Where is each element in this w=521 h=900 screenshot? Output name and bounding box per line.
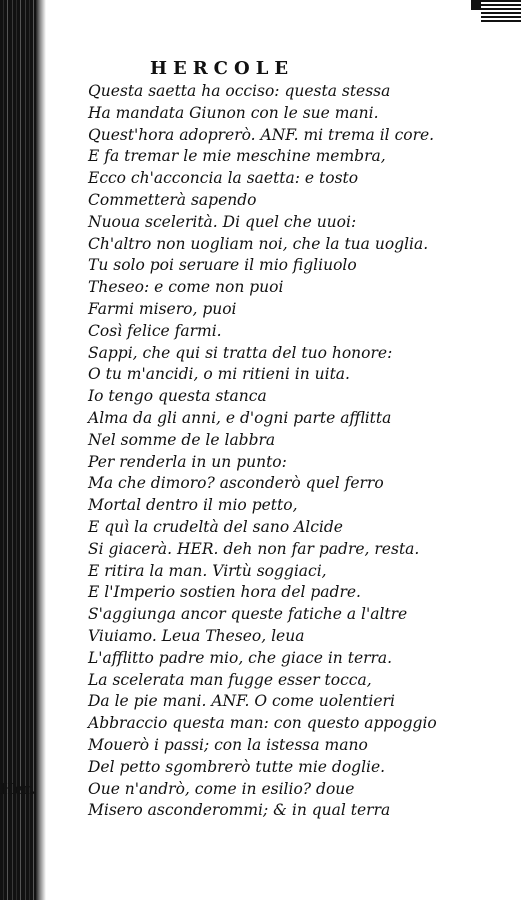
verse-line [72,757,512,779]
verse-text: E ritira la man. Virtù soggiaci, [88,561,327,580]
verse-text: Nuoua scelerità. Di quel che uuoi: [88,212,357,231]
verse-line [72,626,512,648]
verse-line [72,125,512,147]
verse-line [72,430,512,452]
verse-line [72,212,512,234]
binding-gutter [0,0,36,900]
verse-line [72,299,512,321]
verse-text: O tu m'ancidi, o mi ritieni in uita. [88,365,350,384]
verse-text: Oue n'andrò, come in esilio? doue [88,779,355,798]
speaker-label: Her. [0,779,36,798]
verse-line [72,234,512,256]
verse-line [72,473,512,495]
verse-line [72,146,512,168]
verse-text: Ma che dimoro? asconderò quel ferro [88,474,384,493]
verse-line [72,495,512,517]
verse-line [72,691,512,713]
verse-line [72,277,512,299]
verse-text: Ecco ch'acconcia la saetta: e tosto [88,169,359,188]
verse-line [72,604,512,626]
verse-text: S'aggiunga ancor queste fatiche a l'altre [88,605,408,624]
verse-text: E fa tremar le mie meschine membra, [88,147,386,166]
verse-text: Da le pie mani. ANF. O come uolentieri [88,692,395,711]
verse-line [72,103,512,125]
verse-line [72,343,512,365]
verse-text: Ha mandata Giunon con le sue mani. [88,103,379,122]
verse-text: Viuiamo. Leua Theseo, leua [88,626,305,645]
verse-text: Commetterà sapendo [88,190,257,209]
verse-line [0,779,512,801]
verse-text: Tu solo poi seruare il mio figliuolo [88,256,357,275]
verse-text: Nel somme de le labbra [88,430,276,449]
verse-block [0,81,512,822]
running-head: HERCOLE [150,58,295,79]
verse-line [72,539,512,561]
verse-text: E l'Imperio sostien hora del padre. [88,583,361,602]
verse-text: Misero asconderommi; & in qual terra [88,801,391,820]
verse-line [72,582,512,604]
verse-text: La scelerata man fugge esser tocca, [88,670,372,689]
page-corner-edge [481,0,521,22]
verse-line [72,648,512,670]
verse-line [72,561,512,583]
verse-text: Per renderla in un punto: [88,452,287,471]
verse-line [72,386,512,408]
verse-text: Theseo: e come non puoi [88,278,284,297]
verse-line [72,255,512,277]
verse-line [72,190,512,212]
verse-text: Del petto sgombrerò tutte mie doglie. [88,757,386,776]
verse-text: Sappi, che qui si tratta del tuo honore: [88,343,393,362]
verse-text: E quì la crudeltà del sano Alcide [88,517,343,536]
verse-line [72,364,512,386]
verse-text: Mortal dentro il mio petto, [88,496,298,515]
verse-line [72,735,512,757]
verse-text: Mouerò i passi; con la istessa mano [88,735,368,754]
verse-text: L'afflitto padre mio, che giace in terra. [88,648,393,667]
verse-line [72,168,512,190]
verse-text: Farmi misero, puoi [88,299,237,318]
verse-line [72,321,512,343]
verse-text: Abbraccio questa man: con questo appoggio [88,714,437,733]
verse-line [72,517,512,539]
verse-text: Alma da gli anni, e d'ogni parte afflitta [88,408,392,427]
verse-text: Ch'altro non uogliam noi, che la tua uoglia. [88,234,429,253]
verse-text: Questa saetta ha occiso: questa stessa [88,82,391,100]
verse-line [72,800,512,822]
verse-text: Si giacerà. HER. deh non far padre, resta. [88,539,420,558]
verse-line [72,408,512,430]
verse-line [72,452,512,474]
verse-text: Io tengo questa stanca [88,387,267,406]
verse-text: Quest'hora adoprerò. ANF. mi trema il core. [88,125,435,144]
verse-line [72,81,512,103]
verse-text: Così felice farmi. [88,321,222,340]
verse-line [72,670,512,692]
verse-line [72,713,512,735]
